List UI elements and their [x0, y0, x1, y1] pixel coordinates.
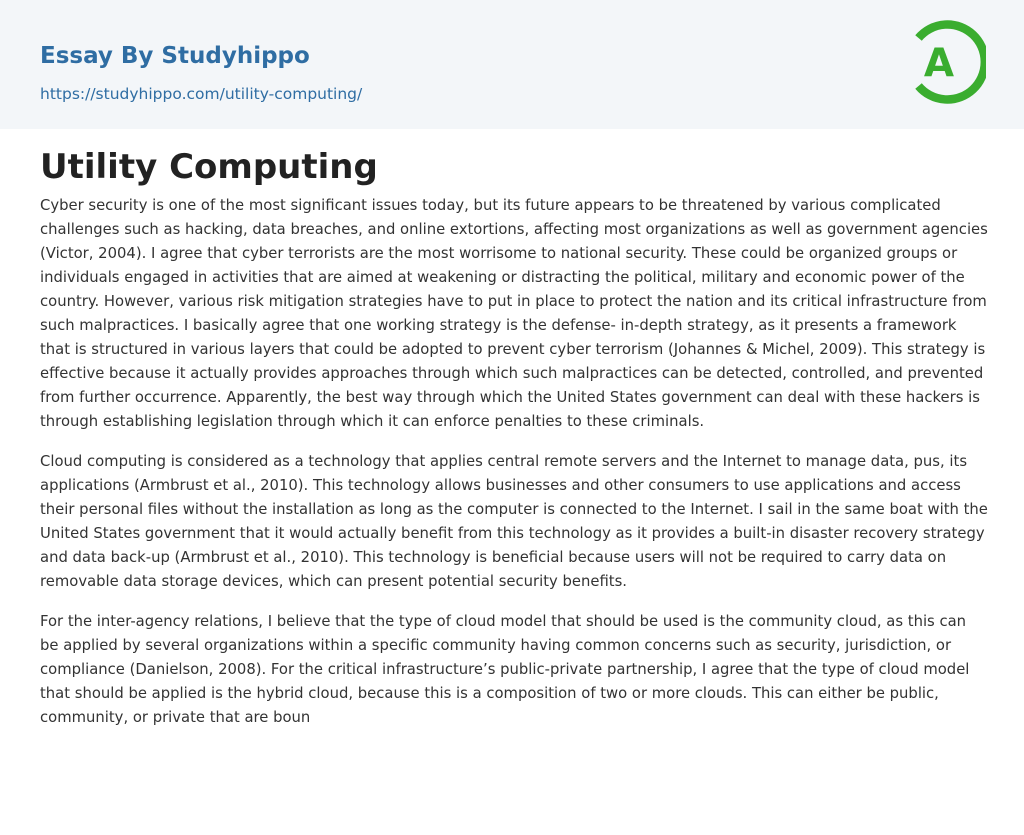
header-bar [0, 0, 1024, 129]
essay-paragraph: Cyber security is one of the most significant issues today, but its future appears to be threatened by various complicated challenges such as hacking, data breaches, and online extortions, affecting most organizations as well as government agencies (Victor, 2004). I agree that cyber terrorists are the most worrisome to national security. These could be organized groups or individuals engaged in activities that are aimed at weakening or distracting the political, military and economic power of the country. However, various risk mitigation strategies have to put in place to protect the nation and its critical infrastructure from such malpractices. I basically agree that one working strategy is the defense- in-depth strategy, as it presents a framework that is structured in various layers that could be adopted to prevent cyber terrorism (Johannes & Michel, 2009). This strategy is effective because it actually provides approaches through which such malpractices can be detected, controlled, and prevented from further occurrence. Apparently, the best way through which the United States government can deal with these hackers is through establishing legislation through which it can enforce penalties to these criminals. [40, 197, 988, 430]
letter-a-circle-logo-icon [912, 20, 986, 104]
page-title: Utility Computing [40, 147, 378, 187]
essay-paragraph: Cloud computing is considered as a technology that applies central remote servers and the Internet to manage data, pus, its applications (Armbrust et al., 2010). This technology allows businesses and other consumers to use applications and access their personal files without the installation as long as the computer is connected to the Internet. I sail in the same boat with the United States government that it would actually benefit from this technology as it provides a built-in disaster recovery strategy and data back-up (Armbrust et al., 2010). This technology is beneficial because users will not be required to carry data on removable data storage devices, which can present potential security benefits. [40, 453, 988, 590]
essay-paragraph: For the inter-agency relations, I believe that the type of cloud model that should be used is the community cloud, as this can be applied by several organizations within a specific community having common concerns such as security, jurisdiction, or compliance (Danielson, 2008). For the critical infrastructure’s public-private partnership, I agree that the type of cloud model that should be applied is the hybrid cloud, because this is a composition of two or more clouds. This can either be public, community, or private that are boun [40, 613, 970, 726]
brand-title: Essay By Studyhippo [40, 43, 310, 69]
essay-body [40, 194, 988, 746]
logo-letter: A [923, 41, 955, 86]
source-url-link[interactable]: https://studyhippo.com/utility-computing/ [40, 85, 363, 103]
